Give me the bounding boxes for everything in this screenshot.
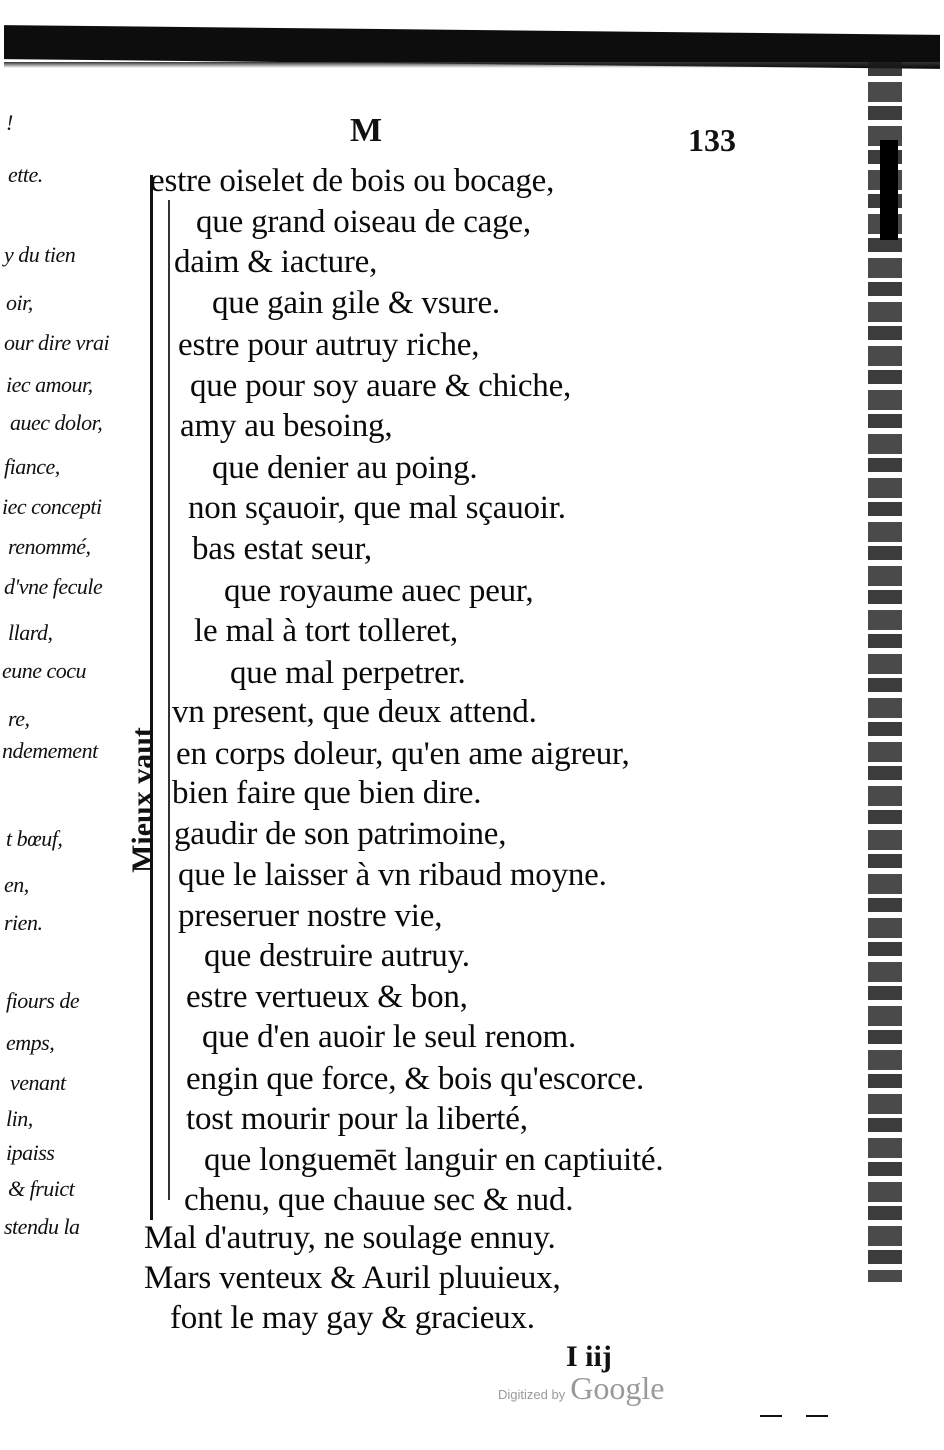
verse-line: le mal à tort tolleret, [194,613,458,649]
margin-fragment: stendu la [4,1214,80,1239]
verse-line: tost mourir pour la liberté, [186,1101,528,1137]
scan-mark [760,1415,782,1417]
margin-fragment: ette. [8,162,43,187]
margin-fragment: t bœuf, [6,826,63,851]
verse-line: estre vertueux & bon, [186,979,468,1015]
verse-line: que le laisser à vn ribaud moyne. [178,857,607,893]
margin-fragment: rien. [4,910,43,935]
watermark-brand: Google [570,1370,665,1406]
verse-line: en corps doleur, qu'en ame aigreur, [176,736,630,772]
page-right-edge [868,62,902,1282]
margin-fragment: emps, [6,1030,55,1055]
margin-fragment: our dire vrai [4,330,110,355]
verse-line: gaudir de son patrimoine, [174,816,507,852]
signature-mark: I iij [566,1340,612,1373]
verse-line: que denier au poing. [212,450,478,486]
verse-line: preseruer nostre vie, [178,898,443,934]
verse-line: que gain gile & vsure. [212,285,500,321]
verse-line: estre oiselet de bois ou bocage, [150,163,555,199]
margin-fragment: ipaiss [6,1140,55,1165]
verse-line: engin que force, & bois qu'escorce. [186,1061,645,1097]
margin-fragment: y du tien [4,242,76,267]
margin-fragment: iec concepti [2,494,102,519]
side-label-text: Mieux vaut [126,727,159,873]
digitization-watermark [498,1370,665,1407]
margin-fragment: fiance, [4,454,60,479]
verse-line: bas estat seur, [192,531,372,567]
verse-line: que mal perpetrer. [230,655,466,691]
running-head-letter: M [350,112,383,149]
margin-fragment: en, [4,872,29,897]
verse-line: vn present, que deux attend. [172,694,537,730]
scan-mark [806,1415,828,1417]
verse-line: que royaume auec peur, [224,573,534,609]
margin-fragment: renommé, [8,534,91,559]
margin-fragment: fiours de [6,988,80,1013]
margin-fragment: auec dolor, [10,410,103,435]
page-top-shadow-edge [4,62,940,68]
margin-fragment: eune cocu [2,658,87,683]
verse-line: font le may gay & gracieux. [170,1300,535,1336]
verse-line: que d'en auoir le seul renom. [202,1019,577,1055]
verse-line: bien faire que bien dire. [172,775,482,811]
watermark-prefix: Digitized by [498,1387,566,1402]
verse-line: daim & iacture, [174,244,378,280]
verse-line: estre pour autruy riche, [178,327,480,363]
margin-fragment: venant [10,1070,66,1095]
margin-fragment: iec amour, [6,372,93,397]
verse-line: que destruire autruy. [204,938,470,974]
margin-fragment: d'vne fecule [4,574,103,599]
verse-line: non sçauoir, que mal sçauoir. [188,490,566,526]
margin-bracket-rule-inner [168,200,170,1200]
verse-line: amy au besoing, [180,408,393,444]
margin-fragment: re, [8,706,30,731]
page-number: 133 [688,122,736,158]
verse-line: que pour soy auare & chiche, [190,368,572,404]
verse-line: que grand oiseau de cage, [196,204,531,240]
margin-fragment: llard, [8,620,53,645]
verse-line: chenu, que chauue sec & nud. [184,1182,574,1218]
margin-bracket-rule [150,175,153,1220]
margin-fragment: ! [6,110,13,135]
verse-line: que longuemēt languir en captiuité. [204,1142,664,1178]
margin-fragment: oir, [6,290,33,315]
margin-fragment: ndemement [2,738,98,763]
verse-line: Mal d'autruy, ne soulage ennuy. [144,1220,556,1256]
verse-line: Mars venteux & Auril pluuieux, [144,1260,561,1296]
side-label [118,700,168,900]
margin-fragment: lin, [6,1106,33,1131]
margin-fragment: & fruict [8,1176,75,1201]
page-right-edge-dark [880,140,898,240]
